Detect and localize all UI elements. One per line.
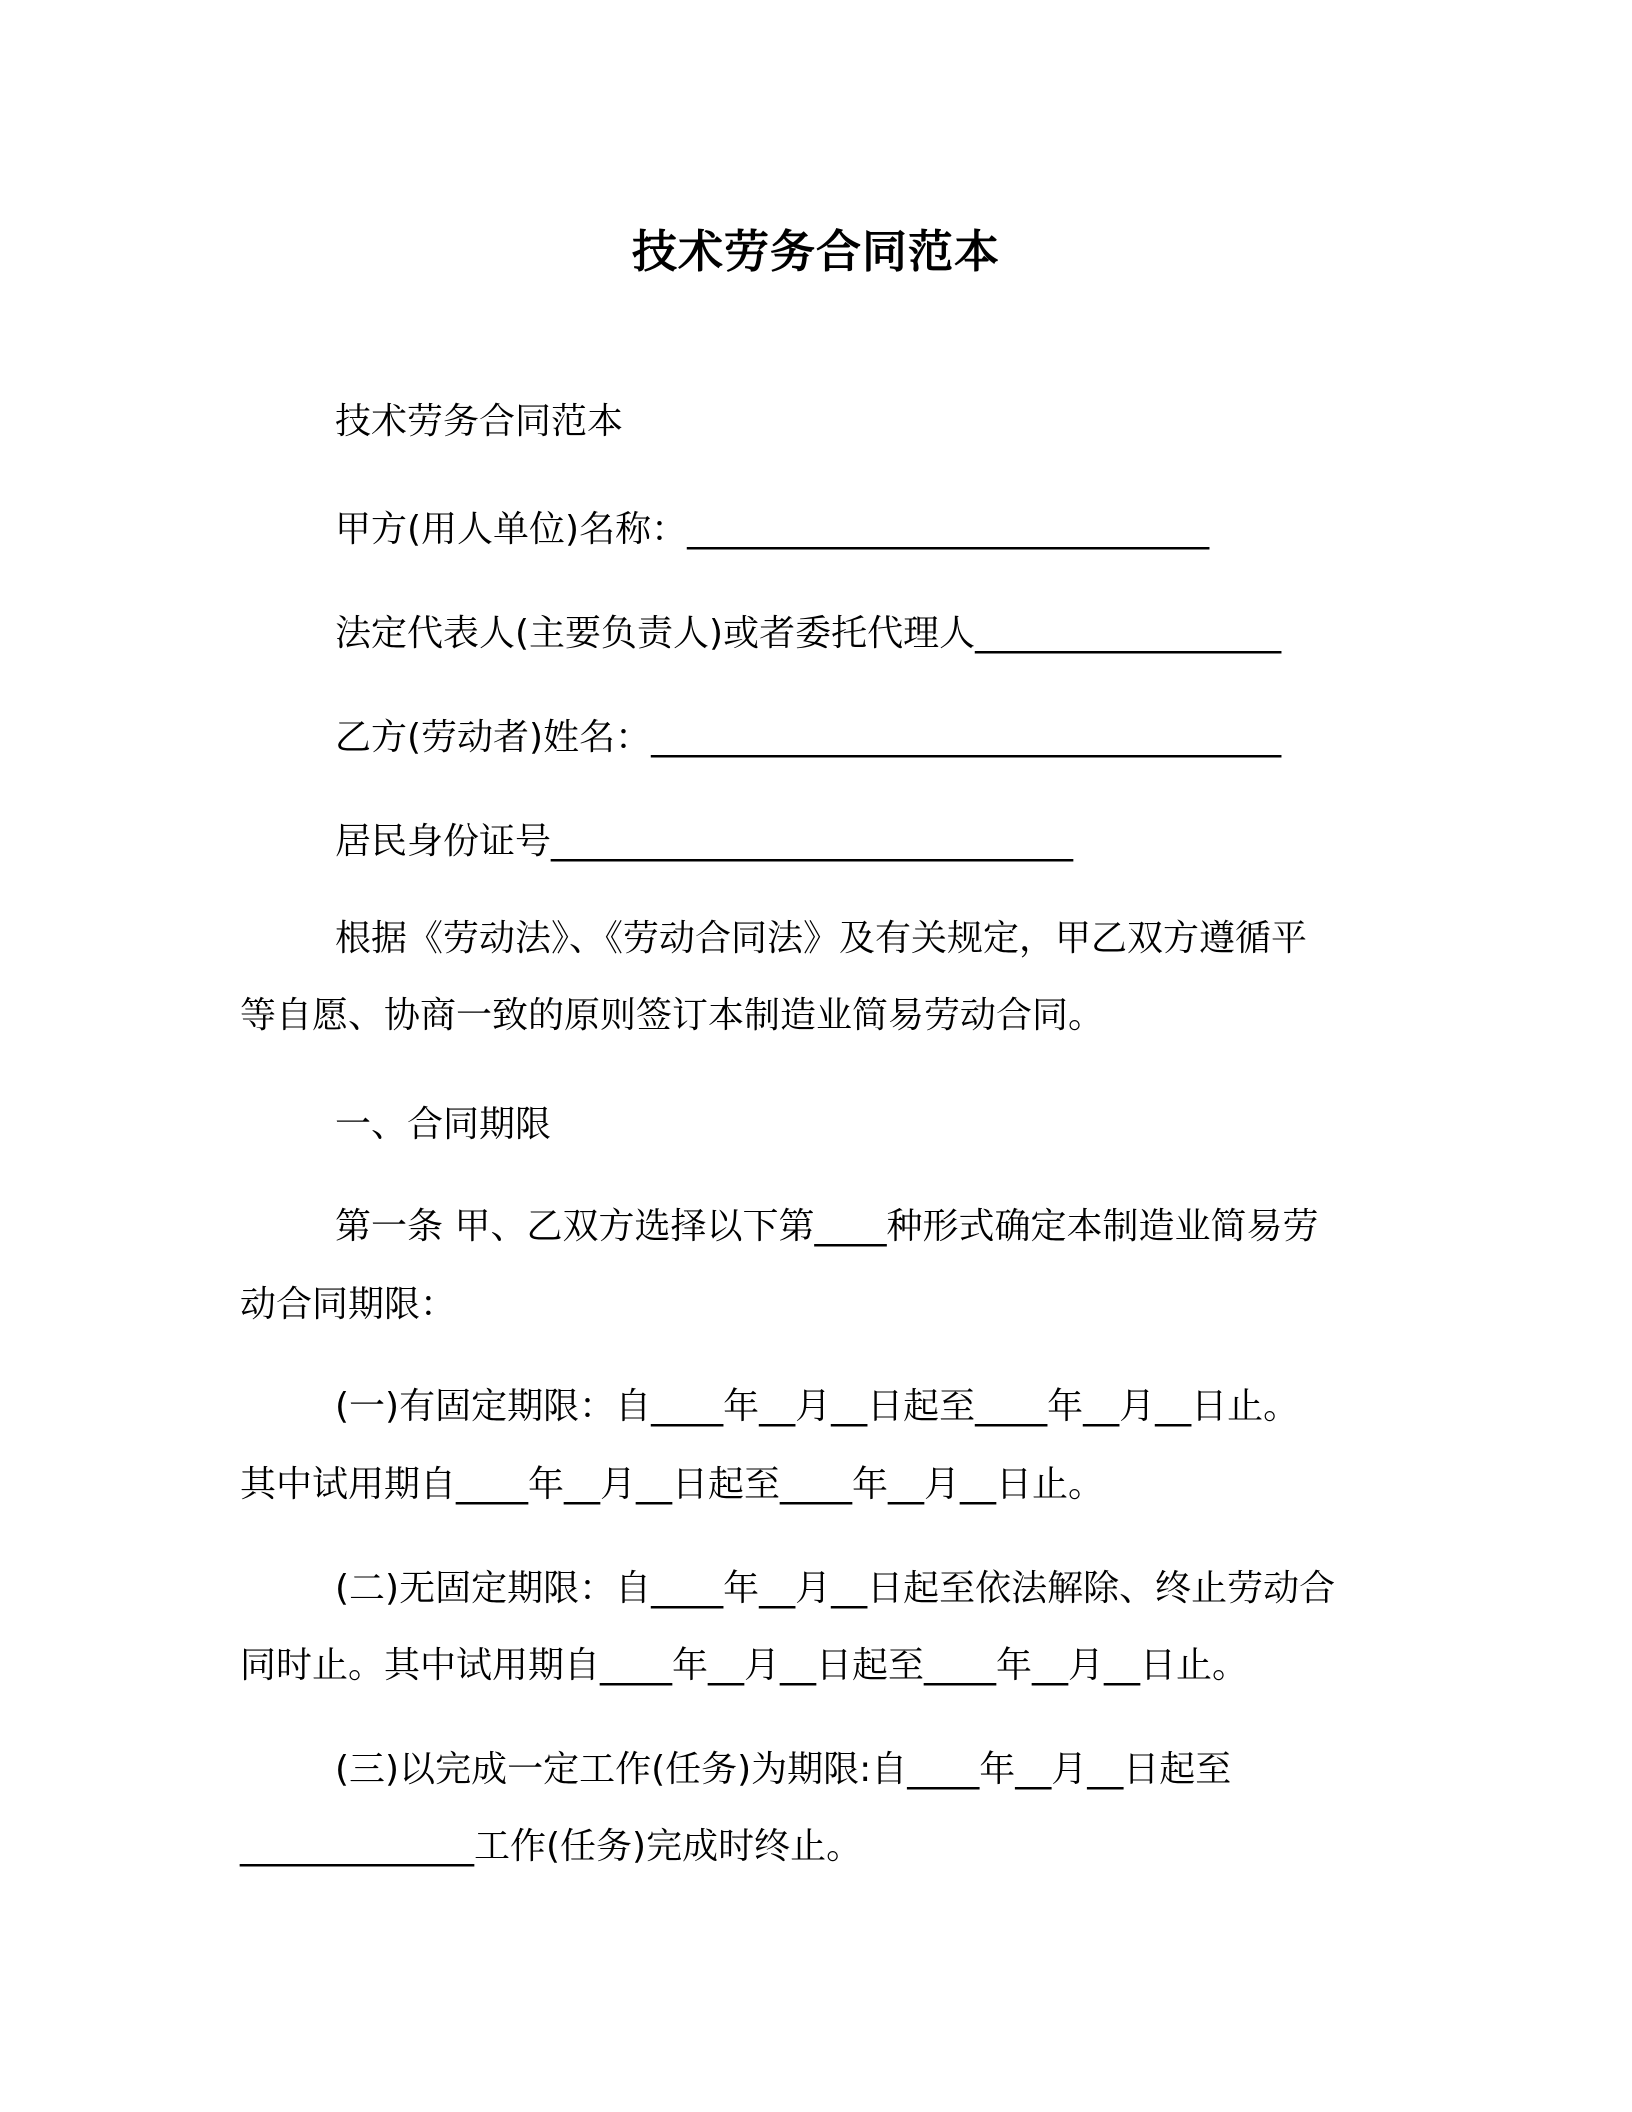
option-2-line-2: 同时止。其中试用期自____年__月__日起至____年__月__日止。 <box>240 1645 1249 1686</box>
party-a-name-line: 甲方(用人单位)名称：_____________________________ <box>335 509 1210 550</box>
section-heading: 一、合同期限 <box>335 1104 552 1145</box>
article-1-line-1: 第一条 甲、乙双方选择以下第____种形式确定本制造业简易劳 <box>335 1206 1319 1247</box>
option-1-line-1: (一)有固定期限：自____年__月__日起至____年__月__日止。 <box>335 1386 1300 1427</box>
party-b-name-line: 乙方(劳动者)姓名：___________________________________ <box>335 717 1282 758</box>
preamble-line-2: 等自愿、协商一致的原则签订本制造业简易劳动合同。 <box>240 995 1105 1036</box>
option-3-line-1: (三)以完成一定工作(任务)为期限:自____年__月__日起至 <box>335 1749 1232 1790</box>
option-1-line-2: 其中试用期自____年__月__日起至____年__月__日止。 <box>240 1464 1105 1505</box>
option-2-line-1: (二)无固定期限：自____年__月__日起至依法解除、终止劳动合 <box>335 1568 1336 1609</box>
document-title: 技术劳务合同范本 <box>631 225 1000 278</box>
legal-representative-line: 法定代表人(主要负责人)或者委托代理人_________________ <box>335 613 1282 654</box>
option-3-line-2: _____________工作(任务)完成时终止。 <box>240 1826 863 1867</box>
preamble-line-1: 根据《劳动法》、《劳动合同法》及有关规定，甲乙双方遵循平 <box>335 918 1308 959</box>
subtitle-line: 技术劳务合同范本 <box>335 401 624 442</box>
id-number-line: 居民身份证号_____________________________ <box>335 821 1074 862</box>
article-1-line-2: 动合同期限： <box>240 1284 457 1325</box>
